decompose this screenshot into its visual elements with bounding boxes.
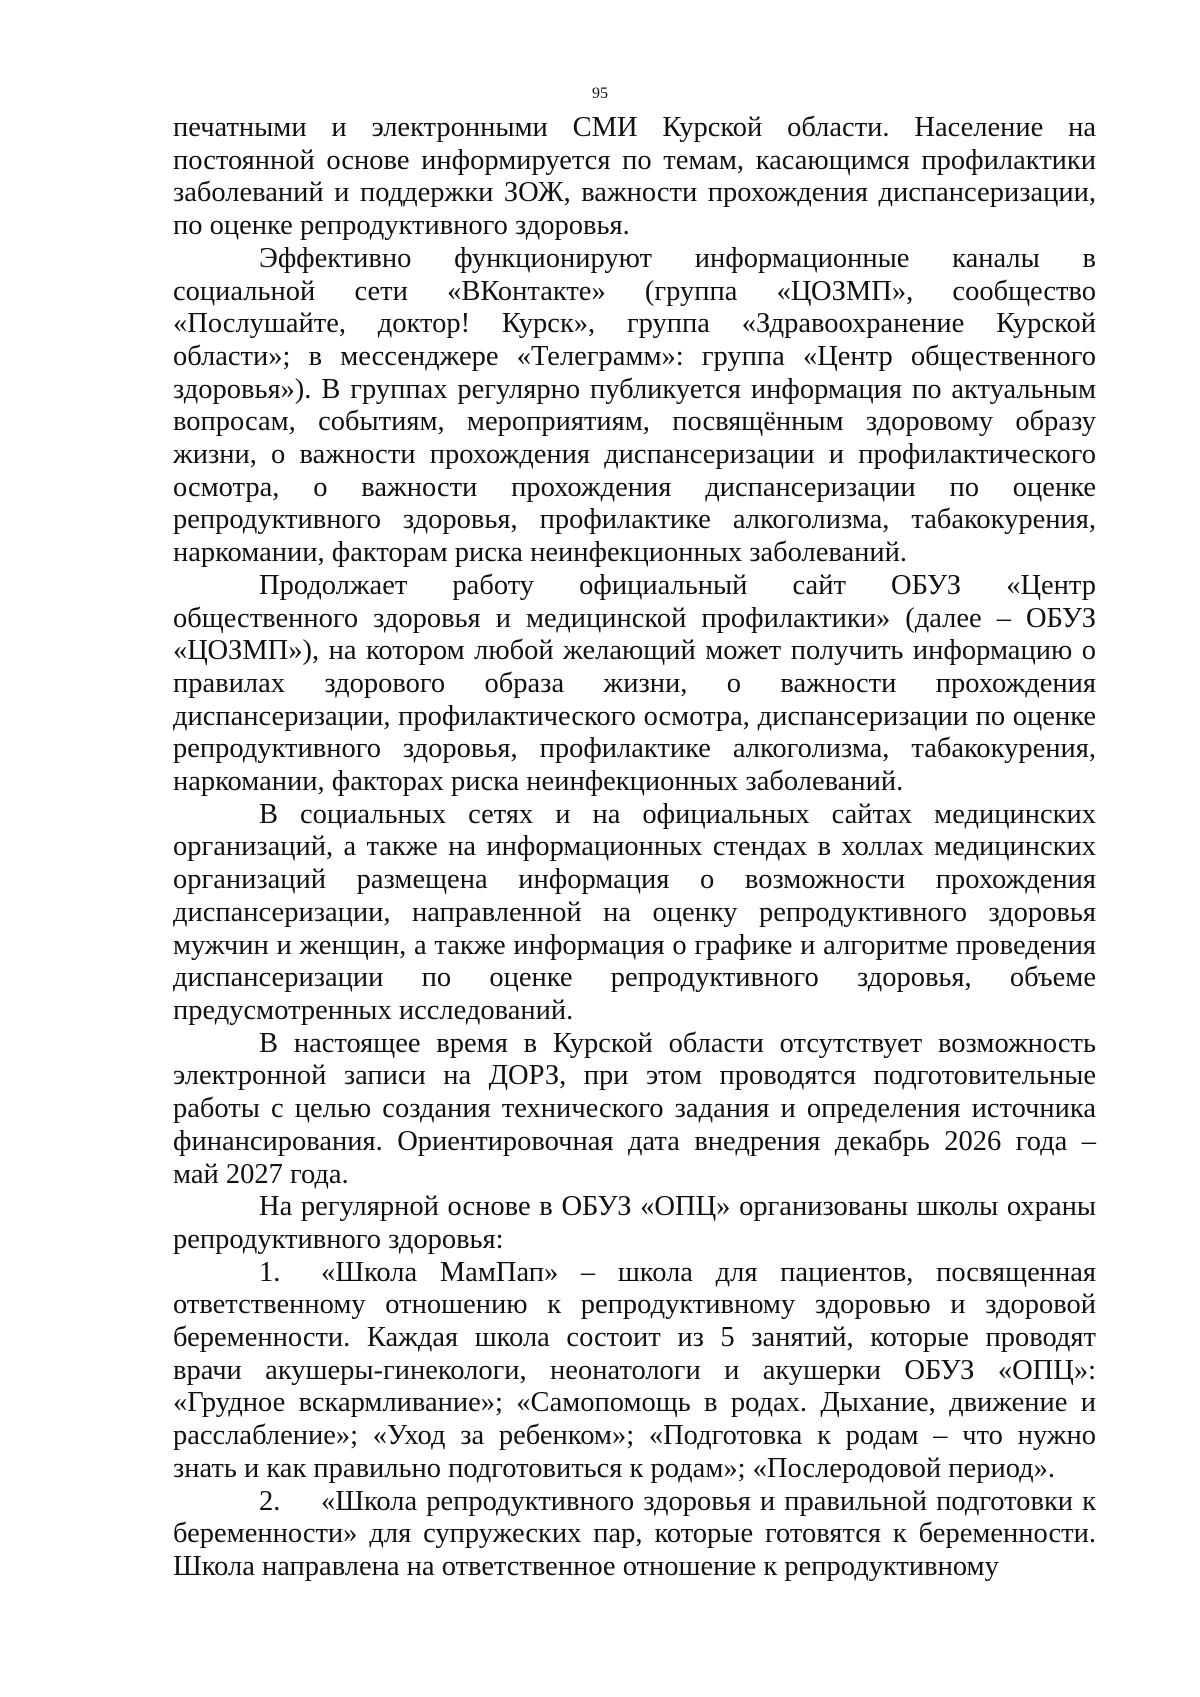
list-item: [173, 1257, 1096, 1486]
list-item-number: 1.: [259, 1256, 281, 1288]
paragraph-official-site: Продолжает работу официальный сайт ОБУЗ «Центр общественного здоровья и медицинской профилактики» (далее – ОБУЗ «ЦОЗМП»), на котором любой желающий может получить информацию о правилах здорового образа жизни, о важности прохождения диспансеризации, профилактического осмотра, диспансеризации по оценке репродуктивного здоровья, профилактике алкоголизма, табакокурения, наркомании, факторах риска неинфекционных заболеваний.: [173, 569, 1096, 798]
list-item-text: «Школа репродуктивного здоровья и правильной подготовки к беременности» для супружеских пар, которые готовятся к беременности. Школа направлена на ответственное отношение к репродуктивному: [173, 1485, 1096, 1582]
paragraph-info-channels: Эффективно функционируют информационные каналы в социальной сети «ВКонтакте» (группа «ЦОЗМП», сообщество «Послушайте, доктор! Курск», группа «Здравоохранение Курской области»; в мессенджере «Телеграмм»: группа «Центр общественного здоровья»). В группах регулярно публикуется информация по актуальным вопросам, событиям, мероприятиям, посвящённым здоровому образу жизни, о важности прохождения диспансеризации и профилактического осмотра, о важности прохождения диспансеризации по оценке репродуктивного здоровья, профилактике алкоголизма, табакокурения, наркомании, факторам риска неинфекционных заболеваний.: [173, 242, 1096, 569]
paragraph-schools-intro: На регулярной основе в ОБУЗ «ОПЦ» организованы школы охраны репродуктивного здоровья:: [173, 1191, 1096, 1255]
page-number: 95: [592, 85, 608, 102]
list-item-number: 2.: [259, 1485, 281, 1517]
list-item: [173, 1486, 1096, 1584]
paragraph-social-networks: В социальных сетях и на официальных сайтах медицинских организаций, а также на информационных стендах в холлах медицинских организаций размещена информация о возможности прохождения диспансеризации, направленной на оценку репродуктивного здоровья мужчин и женщин, а также информация о графике и алгоритме проведения диспансеризации по оценке репродуктивного здоровья, объеме предусмотренных исследований.: [173, 798, 1096, 1026]
list-item-text: «Школа МамПап» – школа для пациентов, посвященная ответственному отношению к репродуктивному здоровью и здоровой беременности. Каждая школа состоит из 5 занятий, которые проводят врачи акушеры-гинекологи, неонатологи и акушерки ОБУЗ «ОПЦ»: «Грудное вскармливание»; «Самопомощь в родах. Дыхание, движение и расслабление»; «Уход за ребенком»; «Подготовка к родам – что нужно знать и как правильно подготовиться к родам»; «Послеродовой период».: [173, 1256, 1096, 1484]
paragraph-electronic-registration: В настоящее время в Курской области отсутствует возможность электронной записи на ДОРЗ, при этом проводятся подготовительные работы с целью создания технического задания и определения источника финансирования. Ориентировочная дата внедрения декабрь 2026 года – май 2027 года.: [173, 1027, 1096, 1190]
paragraph-continuation: печатными и электронными СМИ Курской области. Население на постоянной основе информируется по темам, касающимся профилактики заболеваний и поддержки ЗОЖ, важности прохождения диспансеризации, по оценке репродуктивного здоровья.: [173, 112, 1096, 242]
